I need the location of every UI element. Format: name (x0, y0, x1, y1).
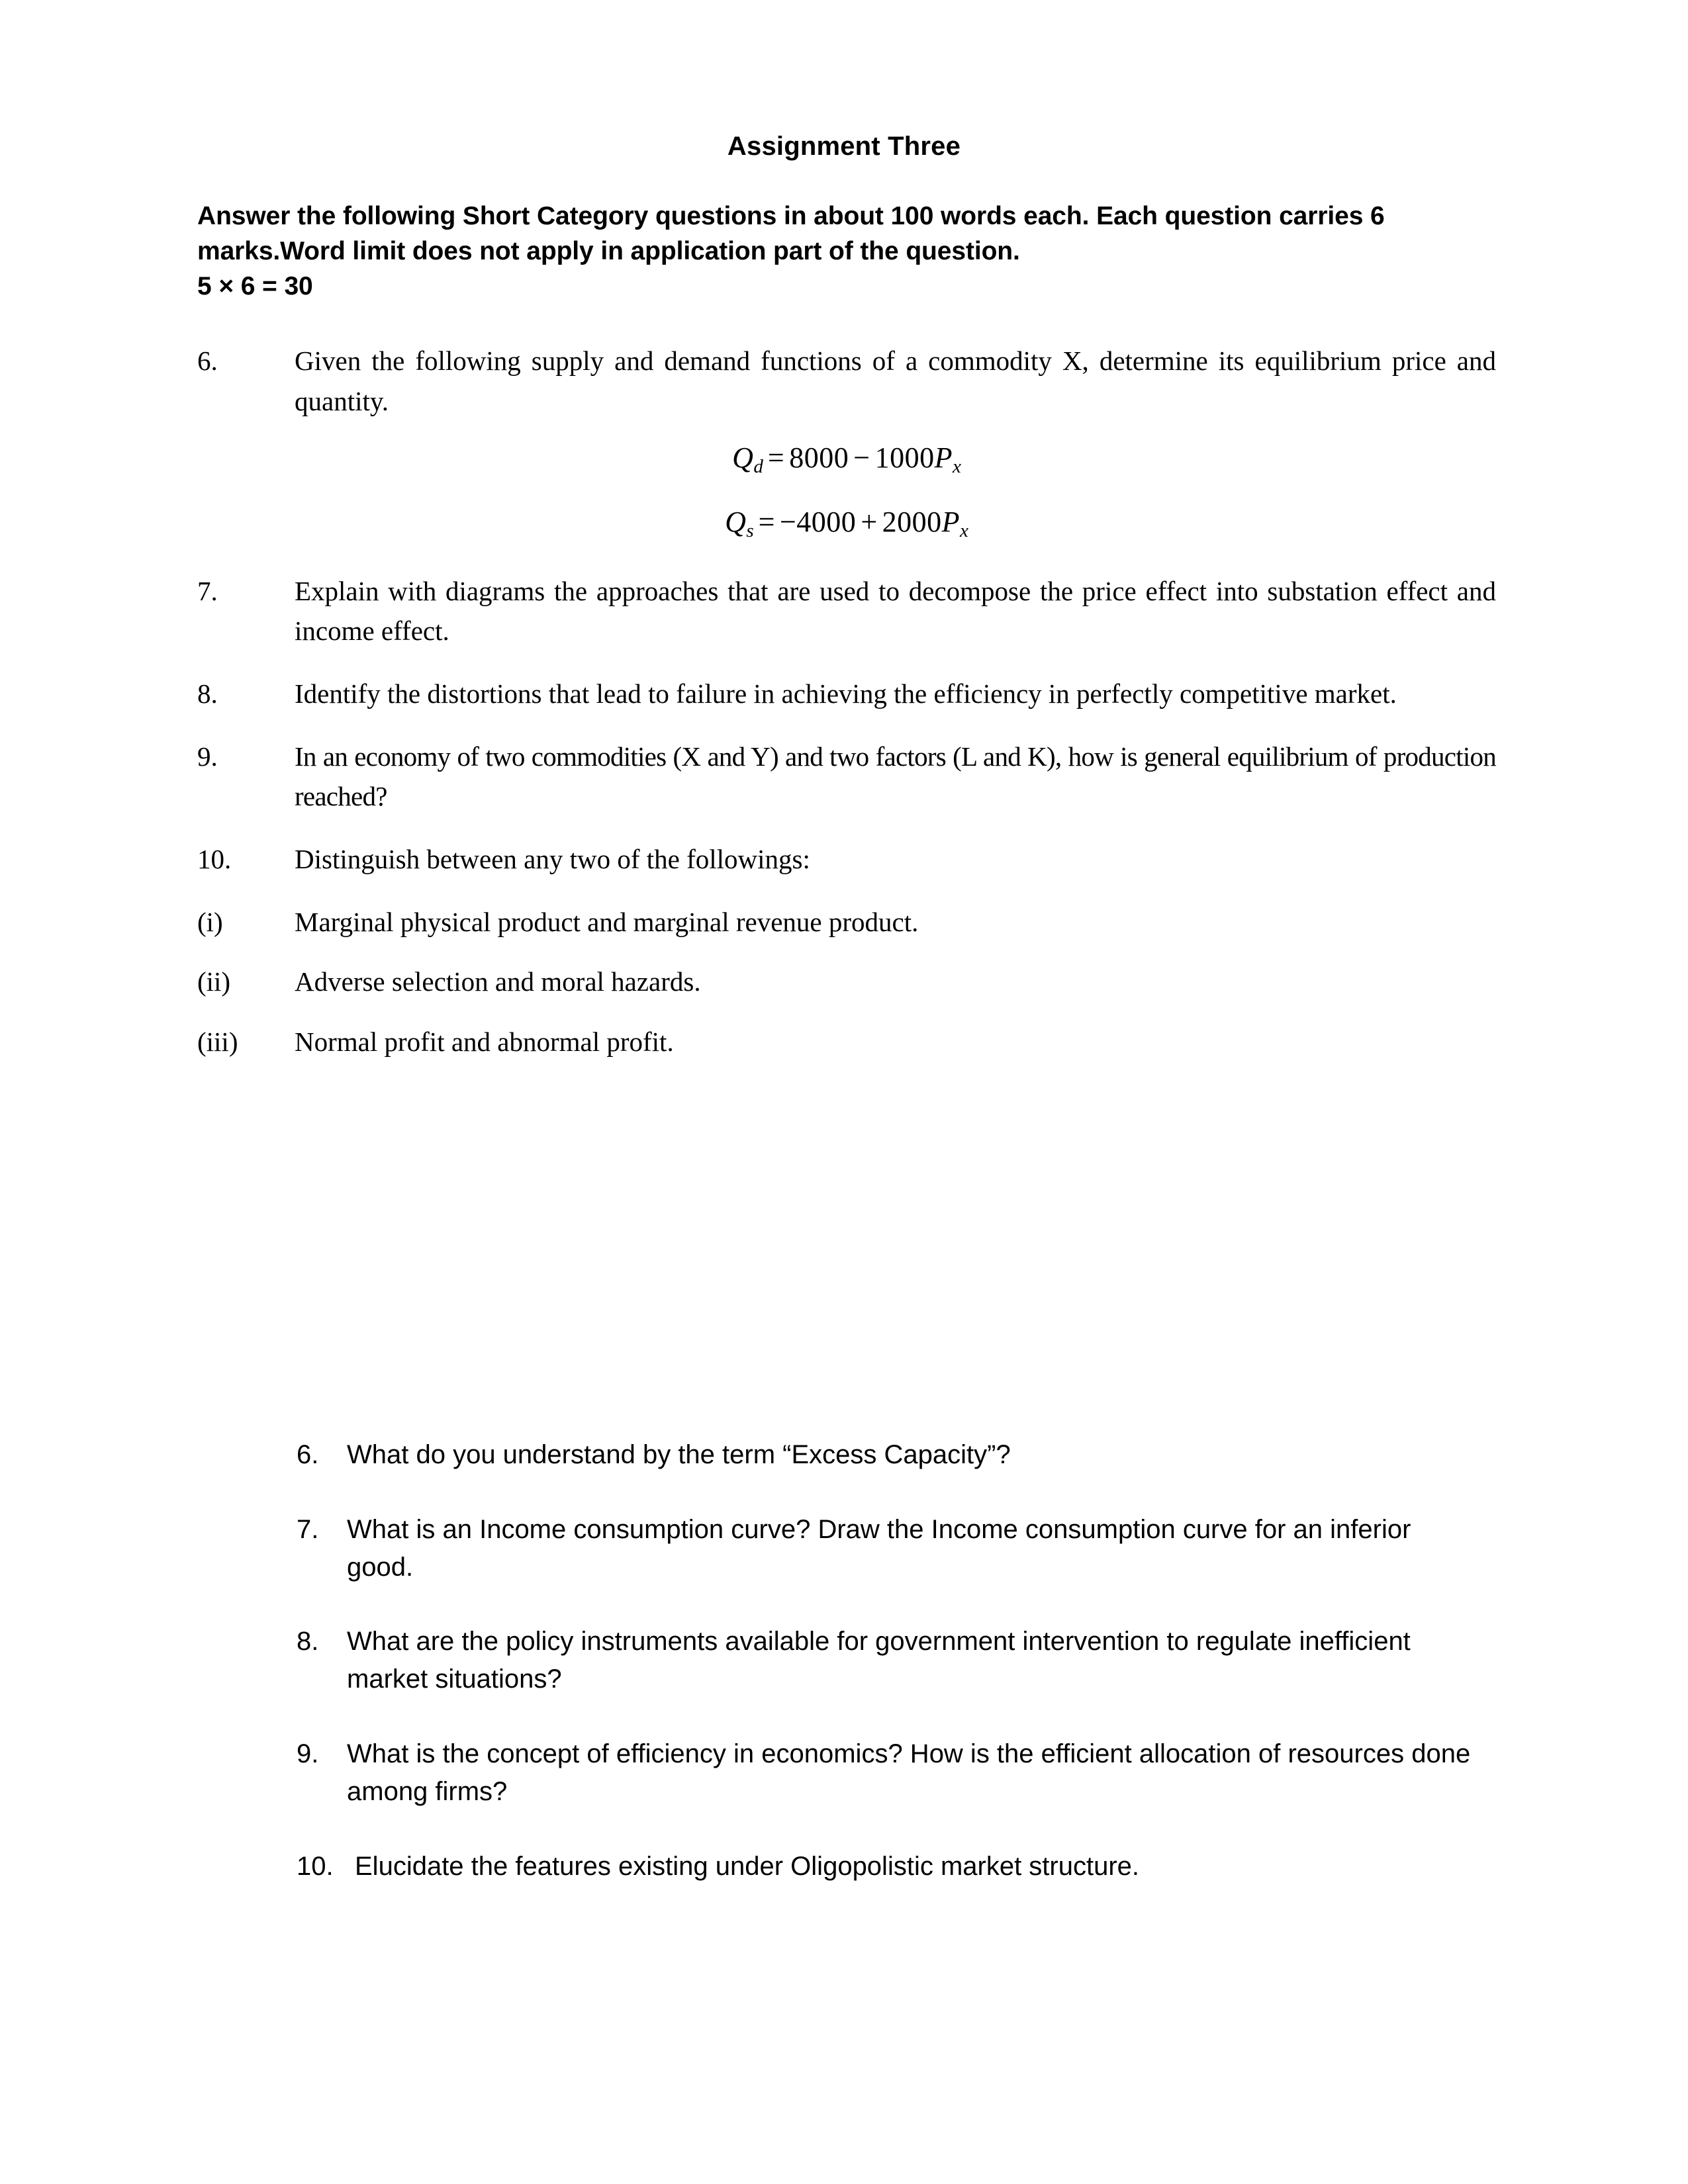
page-title: Assignment Three (727, 132, 961, 161)
eq-coefficient: 2000 (882, 505, 942, 538)
sub-item-iii (197, 1022, 1496, 1062)
serif-question-list (197, 341, 1496, 1082)
sub-item-text: Normal profit and abnormal profit. (295, 1026, 674, 1058)
lower-question-item-6 (297, 1436, 1481, 1474)
sub-item-i (197, 902, 1496, 942)
question-text: Given the following supply and demand functions of a commodity X, determine its equilibrium price and quantity. (295, 345, 1496, 416)
question-number: 7. (197, 575, 218, 606)
question-item-7 (197, 571, 1496, 651)
question-number: 9. (297, 1739, 319, 1768)
instructions-text: Answer the following Short Category questions in about 100 words each. Each question carries 6 marks.Word limit does not apply in application part of the question. (197, 202, 1385, 266)
question-text: What is the concept of efficiency in economics? How is the efficient allocation of resources done among firms? (347, 1739, 1471, 1806)
question-number: 6. (197, 345, 218, 376)
eq-operator: + (861, 505, 878, 538)
eq-lhs-subscript: d (753, 456, 763, 478)
eq-price-variable: P (934, 441, 953, 475)
question-number: 9. (197, 741, 218, 772)
equation-group (197, 443, 1496, 540)
eq-lhs-variable: Q (725, 505, 747, 538)
question-item-8 (197, 674, 1496, 714)
lower-question-item-10 (297, 1848, 1481, 1886)
question-text: Explain with diagrams the approaches that are used to decompose the price effect into substation effect and income effect. (295, 575, 1496, 647)
eq-equals: = (758, 505, 775, 538)
sub-item-ii (197, 962, 1496, 1002)
eq-operator: − (853, 441, 870, 475)
sub-item-text: Adverse selection and moral hazards. (295, 966, 701, 997)
eq-price-subscript: x (952, 456, 961, 478)
question-text: Elucidate the features existing under Oligopolistic market structure. (355, 1851, 1140, 1881)
question-text: In an economy of two commodities (X and Y) and two factors (L and K), how is general equilibrium of production reached? (295, 741, 1496, 812)
eq-lhs-variable: Q (732, 441, 754, 475)
marks-allocation: 5 × 6 = 30 (197, 272, 313, 301)
question-text: Distinguish between any two of the followings: (295, 844, 810, 875)
sub-item-text: Marginal physical product and marginal revenue product. (295, 906, 919, 937)
question-text: What do you understand by the term “Excess Capacity”? (347, 1440, 1011, 1469)
question-number: 7. (297, 1514, 319, 1544)
eq-coefficient: 1000 (874, 441, 935, 475)
eq-constant: −4000 (779, 505, 857, 538)
eq-equals: = (767, 441, 785, 475)
question-number: 8. (197, 678, 218, 709)
question-number: 10. (197, 844, 232, 875)
eq-price-variable: P (941, 505, 961, 538)
sub-item-number: (i) (197, 906, 223, 937)
question-text: What is an Income consumption curve? Draw the Income consumption curve for an inferior good. (347, 1514, 1411, 1582)
sub-item-number: (ii) (197, 966, 231, 997)
lower-question-item-8 (297, 1623, 1481, 1698)
lower-question-item-9 (297, 1735, 1481, 1811)
question-item-6 (197, 341, 1496, 421)
question-number: 6. (297, 1440, 319, 1469)
question-text: What are the policy instruments available for government intervention to regulate inefficient market situations? (347, 1627, 1411, 1694)
question-item-9 (197, 737, 1496, 817)
lower-question-item-7 (297, 1511, 1481, 1586)
eq-price-subscript: x (960, 520, 968, 541)
demand-function-equation (197, 443, 1496, 477)
supply-function-equation (197, 505, 1496, 541)
sans-question-list (297, 1436, 1481, 1885)
question-number: 8. (297, 1627, 319, 1657)
question-number: 10. (297, 1851, 334, 1881)
question-item-10 (197, 839, 1496, 880)
eq-lhs-subscript: s (746, 520, 754, 541)
sub-item-number: (iii) (197, 1026, 238, 1058)
eq-constant: 8000 (789, 441, 849, 475)
instructions-block (197, 199, 1481, 304)
question-text: Identify the distortions that lead to failure in achieving the efficiency in perfectly competitive market. (295, 678, 1397, 709)
